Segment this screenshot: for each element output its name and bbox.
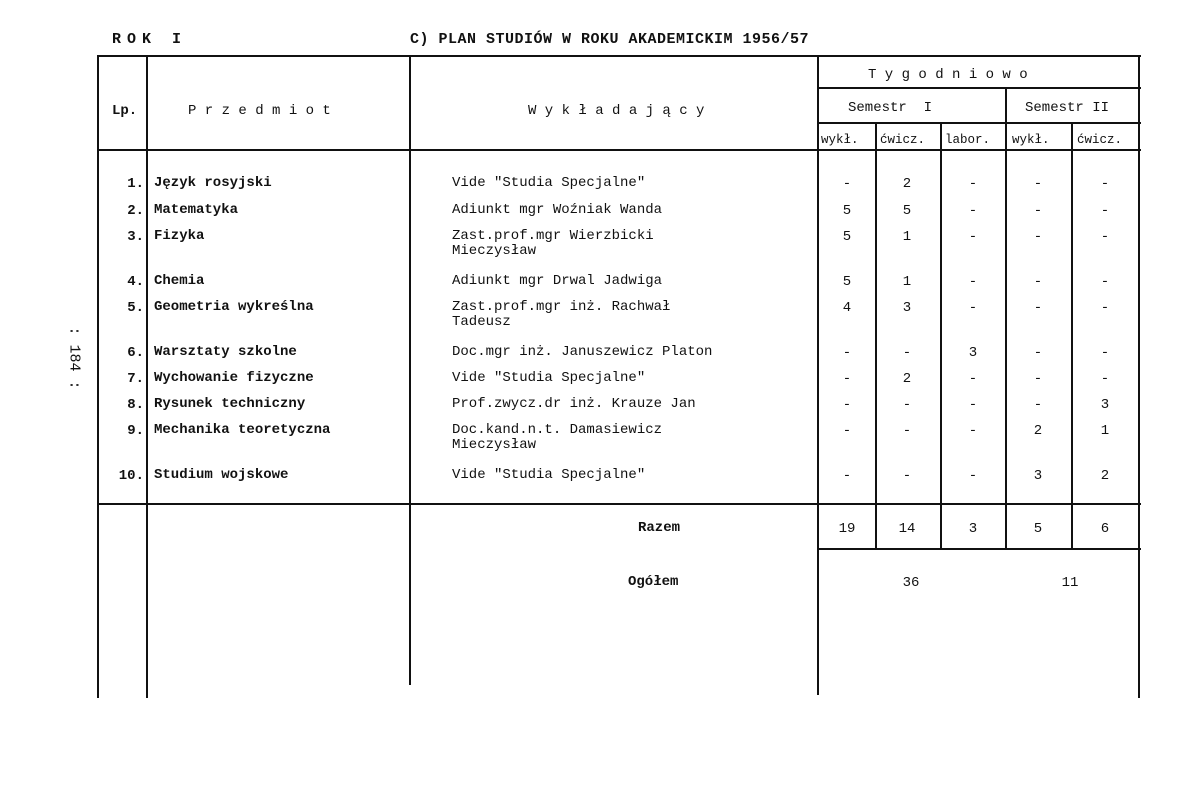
col-line-semester-split bbox=[1005, 87, 1007, 549]
header-lecturer: W y k ł a d a j ą c y bbox=[528, 103, 705, 119]
row-subject: Rysunek techniczny bbox=[154, 396, 306, 412]
row-lp: 5. bbox=[127, 300, 144, 316]
row-value: 3 bbox=[1033, 468, 1043, 484]
row-lecturer-line2: Mieczysław bbox=[452, 243, 537, 259]
header-weekly: T y g o d n i o w o bbox=[868, 67, 1028, 83]
row-value: - bbox=[842, 371, 852, 387]
ogolem-label: Ogółem bbox=[628, 574, 679, 590]
row-lp: 8. bbox=[127, 397, 144, 413]
col-line-lp bbox=[146, 55, 148, 698]
row-lecturer: Doc.kand.n.t. Damasiewicz bbox=[452, 422, 663, 438]
header-lp: Lp. bbox=[112, 103, 138, 119]
row-value: - bbox=[842, 176, 852, 192]
row-value: 3 bbox=[1100, 397, 1110, 413]
row-lp: 7. bbox=[127, 371, 144, 387]
row-value: 1 bbox=[902, 229, 912, 245]
row-value: - bbox=[968, 176, 978, 192]
page-number: : 184 : bbox=[65, 326, 83, 390]
razem-label: Razem bbox=[638, 520, 681, 536]
row-lp: 4. bbox=[127, 274, 144, 290]
row-subject: Język rosyjski bbox=[154, 175, 272, 191]
row-value: 1 bbox=[902, 274, 912, 290]
ogolem-semester-1: 36 bbox=[902, 575, 920, 591]
col-line-left bbox=[97, 55, 99, 698]
row-value: - bbox=[902, 468, 912, 484]
semester-header-line bbox=[818, 122, 1141, 124]
header-s2-lectures: wykł. bbox=[1012, 133, 1050, 147]
row-lp: 3. bbox=[127, 229, 144, 245]
row-value: - bbox=[902, 345, 912, 361]
row-value: - bbox=[1100, 371, 1110, 387]
row-value: 2 bbox=[1100, 468, 1110, 484]
row-value: 2 bbox=[902, 176, 912, 192]
weekly-header-line bbox=[818, 87, 1141, 89]
header-semester-2: Semestr II bbox=[1025, 100, 1110, 116]
header-s2-exercises: ćwicz. bbox=[1077, 133, 1123, 147]
row-value: - bbox=[1033, 397, 1043, 413]
header-subject: P r z e d m i o t bbox=[188, 103, 331, 119]
row-lp: 9. bbox=[127, 423, 144, 439]
row-value: 2 bbox=[1033, 423, 1043, 439]
col-line-s1-lab bbox=[940, 122, 942, 549]
row-value: - bbox=[1033, 274, 1043, 290]
row-value: - bbox=[842, 423, 852, 439]
row-subject: Studium wojskowe bbox=[154, 467, 289, 483]
row-lecturer: Vide "Studia Specjalne" bbox=[452, 175, 646, 191]
row-value: - bbox=[842, 468, 852, 484]
row-value: - bbox=[842, 397, 852, 413]
row-value: - bbox=[1033, 203, 1043, 219]
header-s1-labs: labor. bbox=[945, 133, 991, 147]
row-value: - bbox=[968, 229, 978, 245]
row-lecturer: Adiunkt mgr Drwal Jadwiga bbox=[452, 273, 663, 289]
row-value: - bbox=[1100, 345, 1110, 361]
row-lp: 6. bbox=[127, 345, 144, 361]
row-value: - bbox=[1033, 176, 1043, 192]
row-lecturer-line2: Tadeusz bbox=[452, 314, 511, 330]
body-bottom-line bbox=[97, 503, 1141, 505]
document-title: C) PLAN STUDIÓW W ROKU AKADEMICKIM 1956/57 bbox=[410, 31, 810, 48]
row-value: 3 bbox=[968, 345, 978, 361]
row-value: - bbox=[968, 300, 978, 316]
row-value: - bbox=[1033, 371, 1043, 387]
row-subject: Chemia bbox=[154, 273, 205, 289]
razem-value: 14 bbox=[898, 521, 916, 537]
razem-value: 3 bbox=[968, 521, 978, 537]
row-value: - bbox=[1033, 345, 1043, 361]
row-subject: Matematyka bbox=[154, 202, 239, 218]
row-value: 5 bbox=[842, 203, 852, 219]
row-value: - bbox=[968, 371, 978, 387]
ogolem-semester-2: 11 bbox=[1061, 575, 1079, 591]
header-s1-lectures: wykł. bbox=[821, 133, 859, 147]
row-subject: Mechanika teoretyczna bbox=[154, 422, 331, 438]
row-lecturer: Zast.prof.mgr inż. Rachwał bbox=[452, 299, 671, 315]
razem-value: 19 bbox=[838, 521, 856, 537]
row-value: - bbox=[1100, 203, 1110, 219]
row-lecturer-line2: Mieczysław bbox=[452, 437, 537, 453]
row-value: - bbox=[968, 397, 978, 413]
row-lp: 2. bbox=[127, 203, 144, 219]
row-value: 3 bbox=[902, 300, 912, 316]
row-lecturer: Doc.mgr inż. Januszewicz Platon bbox=[452, 344, 713, 360]
row-lp: 1. bbox=[127, 176, 144, 192]
row-value: - bbox=[968, 423, 978, 439]
row-value: - bbox=[902, 397, 912, 413]
row-value: - bbox=[1100, 300, 1110, 316]
row-value: - bbox=[1100, 229, 1110, 245]
col-line-s1-exer bbox=[875, 122, 877, 549]
col-line-lecturer bbox=[817, 55, 819, 695]
row-lecturer: Adiunkt mgr Woźniak Wanda bbox=[452, 202, 663, 218]
row-value: 2 bbox=[902, 371, 912, 387]
row-value: - bbox=[968, 274, 978, 290]
row-value: - bbox=[1100, 176, 1110, 192]
razem-value: 6 bbox=[1100, 521, 1110, 537]
row-value: - bbox=[968, 468, 978, 484]
table-top-line bbox=[97, 55, 1141, 57]
row-lp: 10. bbox=[118, 468, 144, 484]
col-line-s2-exer bbox=[1071, 122, 1073, 549]
razem-value: 5 bbox=[1033, 521, 1043, 537]
row-lecturer: Vide "Studia Specjalne" bbox=[452, 467, 646, 483]
row-value: - bbox=[1100, 274, 1110, 290]
row-value: 5 bbox=[842, 229, 852, 245]
row-value: 4 bbox=[842, 300, 852, 316]
row-subject: Fizyka bbox=[154, 228, 205, 244]
row-lecturer: Vide "Studia Specjalne" bbox=[452, 370, 646, 386]
header-bottom-line bbox=[97, 149, 1141, 151]
header-semester-1: Semestr I bbox=[848, 100, 933, 116]
row-value: - bbox=[902, 423, 912, 439]
row-subject: Geometria wykreślna bbox=[154, 299, 314, 315]
row-value: 5 bbox=[842, 274, 852, 290]
row-value: 5 bbox=[902, 203, 912, 219]
row-value: - bbox=[968, 203, 978, 219]
row-value: 1 bbox=[1100, 423, 1110, 439]
row-lecturer: Prof.zwycz.dr inż. Krauze Jan bbox=[452, 396, 696, 412]
row-subject: Warsztaty szkolne bbox=[154, 344, 297, 360]
row-lecturer: Zast.prof.mgr Wierzbicki bbox=[452, 228, 654, 244]
row-value: - bbox=[1033, 229, 1043, 245]
razem-bottom-line bbox=[818, 548, 1141, 550]
row-value: - bbox=[842, 345, 852, 361]
year-label: ROK I bbox=[112, 31, 188, 48]
header-s1-exercises: ćwicz. bbox=[880, 133, 926, 147]
col-line-right bbox=[1138, 55, 1140, 698]
row-value: - bbox=[1033, 300, 1043, 316]
row-subject: Wychowanie fizyczne bbox=[154, 370, 314, 386]
col-line-subject bbox=[409, 55, 411, 685]
